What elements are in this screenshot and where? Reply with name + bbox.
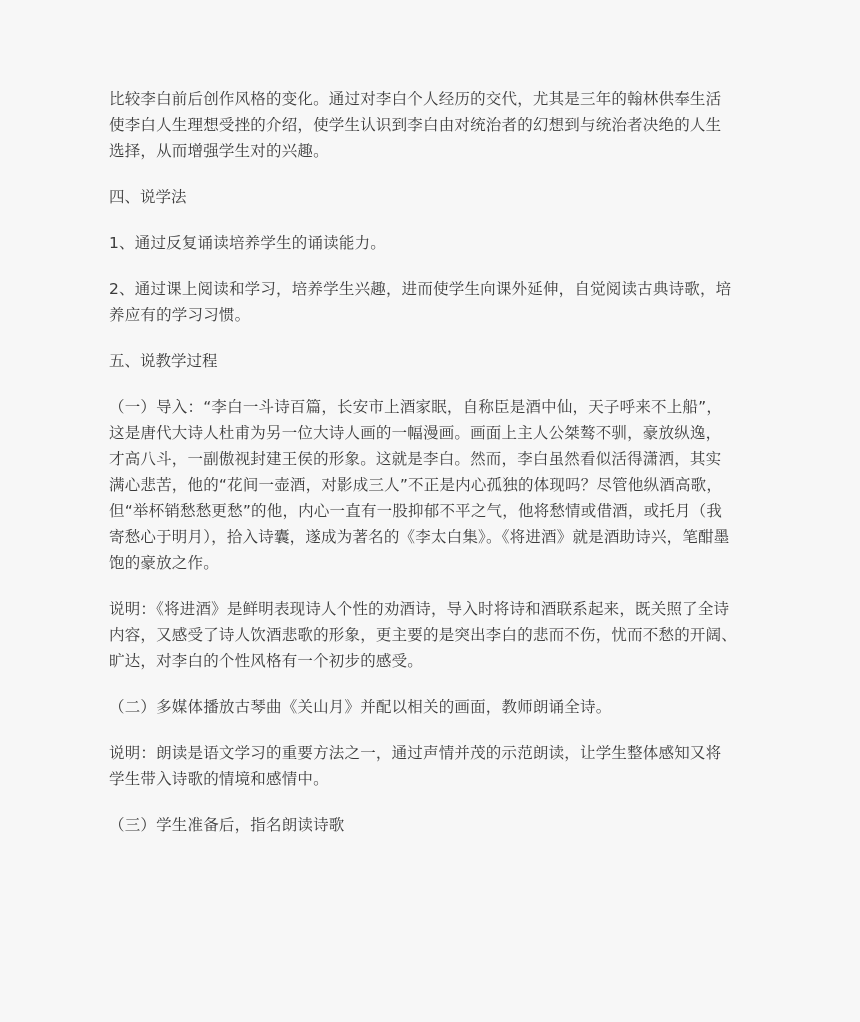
paragraph-step-3 xyxy=(109,812,754,838)
section-heading-teaching-process xyxy=(109,348,754,374)
text-line: （三）学生准备后，指名朗读诗歌 xyxy=(109,816,345,834)
heading-text: 五、说教学过程 xyxy=(109,352,218,370)
text-line: 比较李白前后创作风格的变化。通过对李白个人经历的交代，尤其是三年的翰林供奉生活 xyxy=(109,90,722,108)
text-line: 这是唐代大诗人杜甫为另一位大诗人画的一幅漫画。画面上主人公桀骜不驯，豪放纵逸， xyxy=(109,424,722,442)
text-line: 养应有的学习习惯。 xyxy=(109,306,251,324)
text-line: 说明：《将进酒》是鲜明表现诗人个性的劝酒诗，导入时将诗和酒联系起来，既关照了全诗 xyxy=(109,600,730,618)
text-line: 1、通过反复诵读培养学生的诵读能力。 xyxy=(109,234,386,252)
paragraph-note-2 xyxy=(109,740,754,792)
text-line: 使李白人生理想受挫的介绍，使学生认识到李白由对统治者的幻想到与统治者决绝的人生 xyxy=(109,116,722,134)
text-line: 满心悲苦，他的“花间一壶酒，对影成三人”不正是内心孤独的体现吗？尽管他纵酒高歌， xyxy=(109,476,723,494)
text-line: 选择，从而增强学生对的兴趣。 xyxy=(109,142,329,160)
paragraph-method-1 xyxy=(109,230,754,256)
text-line: 饱的豪放之作。 xyxy=(109,554,219,572)
text-line: 2、通过课上阅读和学习，培养学生兴趣，进而使学生向课外延伸，自觉阅读古典诗歌，培 xyxy=(109,280,732,298)
text-line: （一）导入：“李白一斗诗百篇，长安市上酒家眠，自称臣是酒中仙，天子呼来不上船”， xyxy=(109,398,723,416)
paragraph-note-1 xyxy=(109,596,754,674)
text-line: 寄愁心于明月），拾入诗囊，遂成为著名的《李太白集》。《将进酒》就是酒助诗兴，笔酣墨 xyxy=(109,528,730,546)
section-heading-study-methods xyxy=(109,184,754,210)
paragraph-method-2 xyxy=(109,276,754,328)
heading-text: 四、说学法 xyxy=(109,188,187,206)
text-line: 但“举杯销愁愁更愁”的他，内心一直有一股抑郁不平之气，他将愁情或借酒，或托月（我 xyxy=(109,502,723,520)
text-line: 内容，又感受了诗人饮酒悲歌的形象，更主要的是突出李白的悲而不伤，忧而不愁的开阔、 xyxy=(109,626,738,644)
text-line: （二）多媒体播放古琴曲《关山月》并配以相关的画面，教师朗诵全诗。 xyxy=(109,698,612,716)
paragraph-step-1 xyxy=(109,394,754,576)
paragraph-intro-continuation xyxy=(109,86,754,164)
text-line: 学生带入诗歌的情境和感情中。 xyxy=(109,770,329,788)
document-page xyxy=(109,86,754,858)
text-line: 说明：朗读是语文学习的重要方法之一，通过声情并茂的示范朗读，让学生整体感知又将 xyxy=(109,744,722,762)
text-line: 才高八斗，一副傲视封建王侯的形象。这就是李白。然而，李白虽然看似活得潇洒，其实 xyxy=(109,450,722,468)
text-line: 旷达，对李白的个性风格有一个初步的感受。 xyxy=(109,652,424,670)
paragraph-step-2 xyxy=(109,694,754,720)
